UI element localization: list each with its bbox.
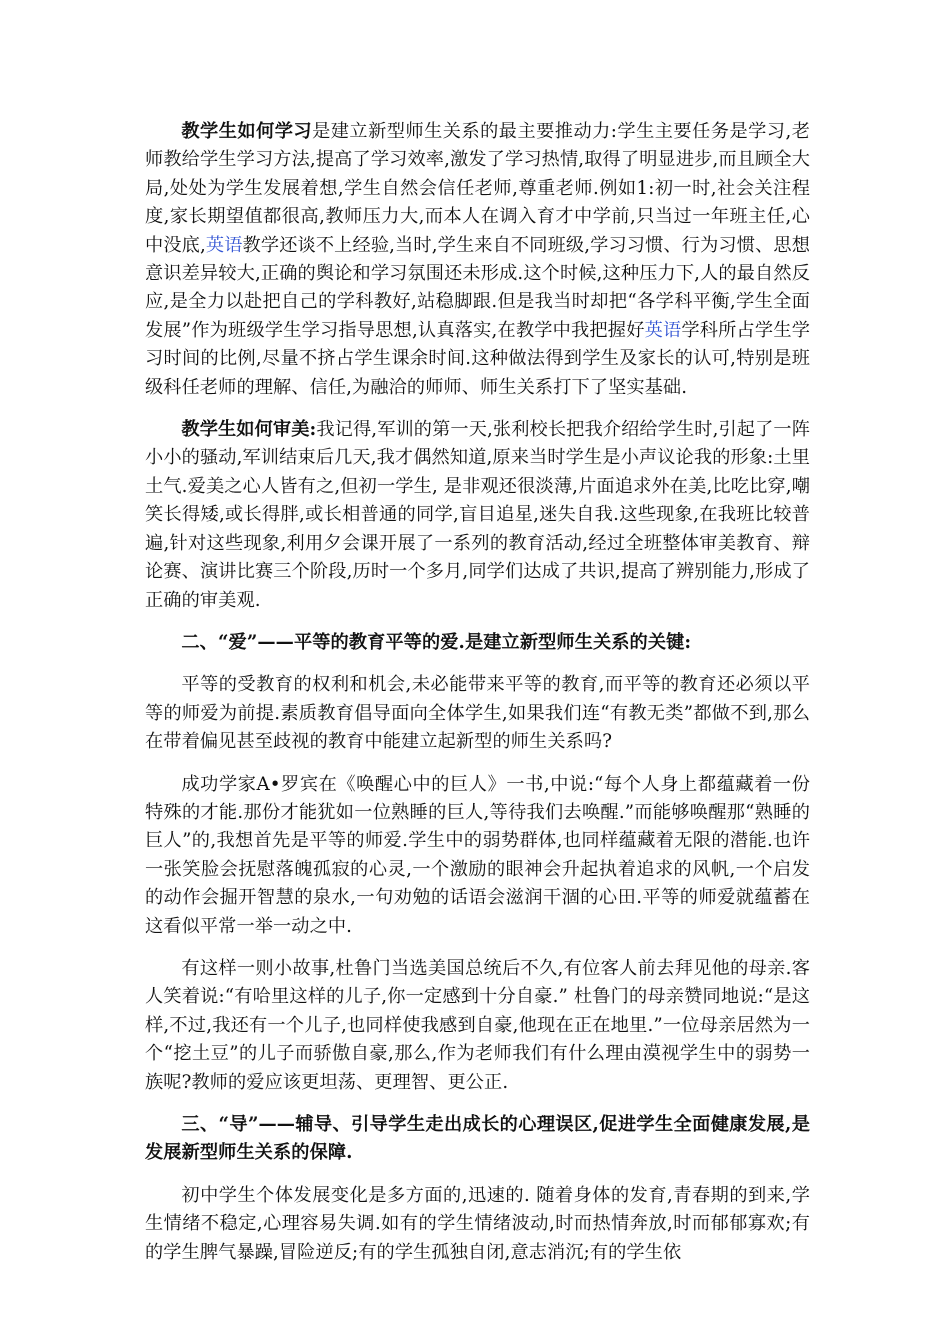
paragraph-aesthetics [145, 416, 810, 615]
paragraph-lead: 教学生如何审美: [181, 419, 317, 441]
paragraph-giant-quote: 成功学家A•罗宾在《唤醒心中的巨人》一书,中说:“每个人身上都蕴藏着一份特殊的才能.那份才能犹如一位熟睡的巨人,等待我们去唤醒.”而能够唤醒那“熟睡的巨人”的,我想首先是平等的师爱.学生中的弱势群体,也同样蕴藏着无限的潜能.也许一张笑脸会抚慰落魄孤寂的心灵,一个激励的眼神会升起执着追求的风帆,一个启发的动作会掘开智慧的泉水,一句劝勉的话语会滋润干涸的心田.平等的师爱就蕴蓄在这看似平常一举一动之中. [145, 773, 810, 937]
paragraph-lead: 教学生如何学习 [181, 121, 313, 142]
paragraph-truman-story: 有这样一则小故事,杜鲁门当选美国总统后不久,有位客人前去拜见他的母亲.客人笑着说:“有哈里这样的儿子,你一定感到十分自豪.” 杜鲁门的母亲赞同地说:“是这样,不过,我还有一个儿子,也同样使我感到自豪,他现在正在地里.”一位母亲居然为一个“挖土豆”的儿子而骄傲自豪,那么,作为老师我们有什么理由漠视学生中的弱势一族呢?教师的爱应该更坦荡、更理智、更公正. [145, 957, 810, 1093]
paragraph-text: 教学还谈不上经验,当时,学生来自不同班级,学习习惯、行为习惯、思想意识差异较大,正确的舆论和学习氛围还未形成.这个时候,这种压力下,人的最自然反应,是全力以赴把自己的学科教好,站稳脚跟.但是我当时却把“各学科平衡,学生全面发展”作为班级学生学习指导思想,认真落实,在教学中我把握好 [145, 234, 810, 341]
english-link[interactable]: 英语 [205, 234, 243, 256]
section-heading-love: 二、“爱”——平等的教育平等的爱.是建立新型师生关系的关键: [181, 631, 692, 653]
document-page [145, 118, 810, 1281]
paragraph-development: 初中学生个体发展变化是多方面的,迅速的. 随着身体的发育,青春期的到来,学生情绪不稳定,心理容易失调.如有的学生情绪波动,时而热情奔放,时而郁郁寡欢;有的学生脾气暴躁,冒险逆反;有的学生孤独自闭,意志消沉;有的学生依 [145, 1184, 810, 1263]
english-link[interactable]: 英语 [644, 319, 682, 341]
paragraph-text: 我记得,军训的第一天,张利校长把我介绍给学生时,引起了一阵小小的骚动,军训结束后几天,我才偶然知道,原来当时学生是小声议论我的形象:土里土气.爱美之心人皆有之,但初一学生, 是非观还很淡薄,片面追求外在美,比吃比穿,嘲笑长得矮,或长得胖,或长相普通的同学,盲目追星,迷失自我.这些现象,在我班比较普遍,针对这些现象,利用夕会课开展了一系列的教育活动,经过全班整体审美教育、辩论赛、演讲比赛三个阶段,历时一个多月,同学们达成了共识,提高了辨别能力,形成了正确的审美观. [145, 419, 811, 611]
paragraph-learning [145, 118, 810, 402]
paragraph-text: 学科所占学生学习时间的比例,尽量不挤占学生课余时间.这种做法得到学生及家长的认可,特别是班级科任老师的理解、信任,为融洽的师师、师生关系打下了坚实基础. [145, 319, 810, 398]
section-heading-guide: 三、“导”——辅导、引导学生走出成长的心理误区,促进学生全面健康发展,是发展新型师生关系的保障. [145, 1114, 810, 1164]
paragraph-equal-education: 平等的受教育的权利和机会,未必能带来平等的教育,而平等的教育还必须以平等的师爱为前提.素质教育倡导面向全体学生,如果我们连“有教无类”都做不到,那么在带着偏见甚至歧视的教育中能建立起新型的师生关系吗? [145, 674, 810, 753]
paragraph-text: 是建立新型师生关系的最主要推动力:学生主要任务是学习,老师教给学生学习方法,提高了学习效率,激发了学习热情,取得了明显进步,而且顾全大局,处处为学生发展着想,学生自然会信任老师,尊重老师.例如1:初一时,社会关注程度,家长期望值都很高,教师压力大,而本人在调入育才中学前,只当过一年班主任,心中没底, [145, 121, 811, 256]
